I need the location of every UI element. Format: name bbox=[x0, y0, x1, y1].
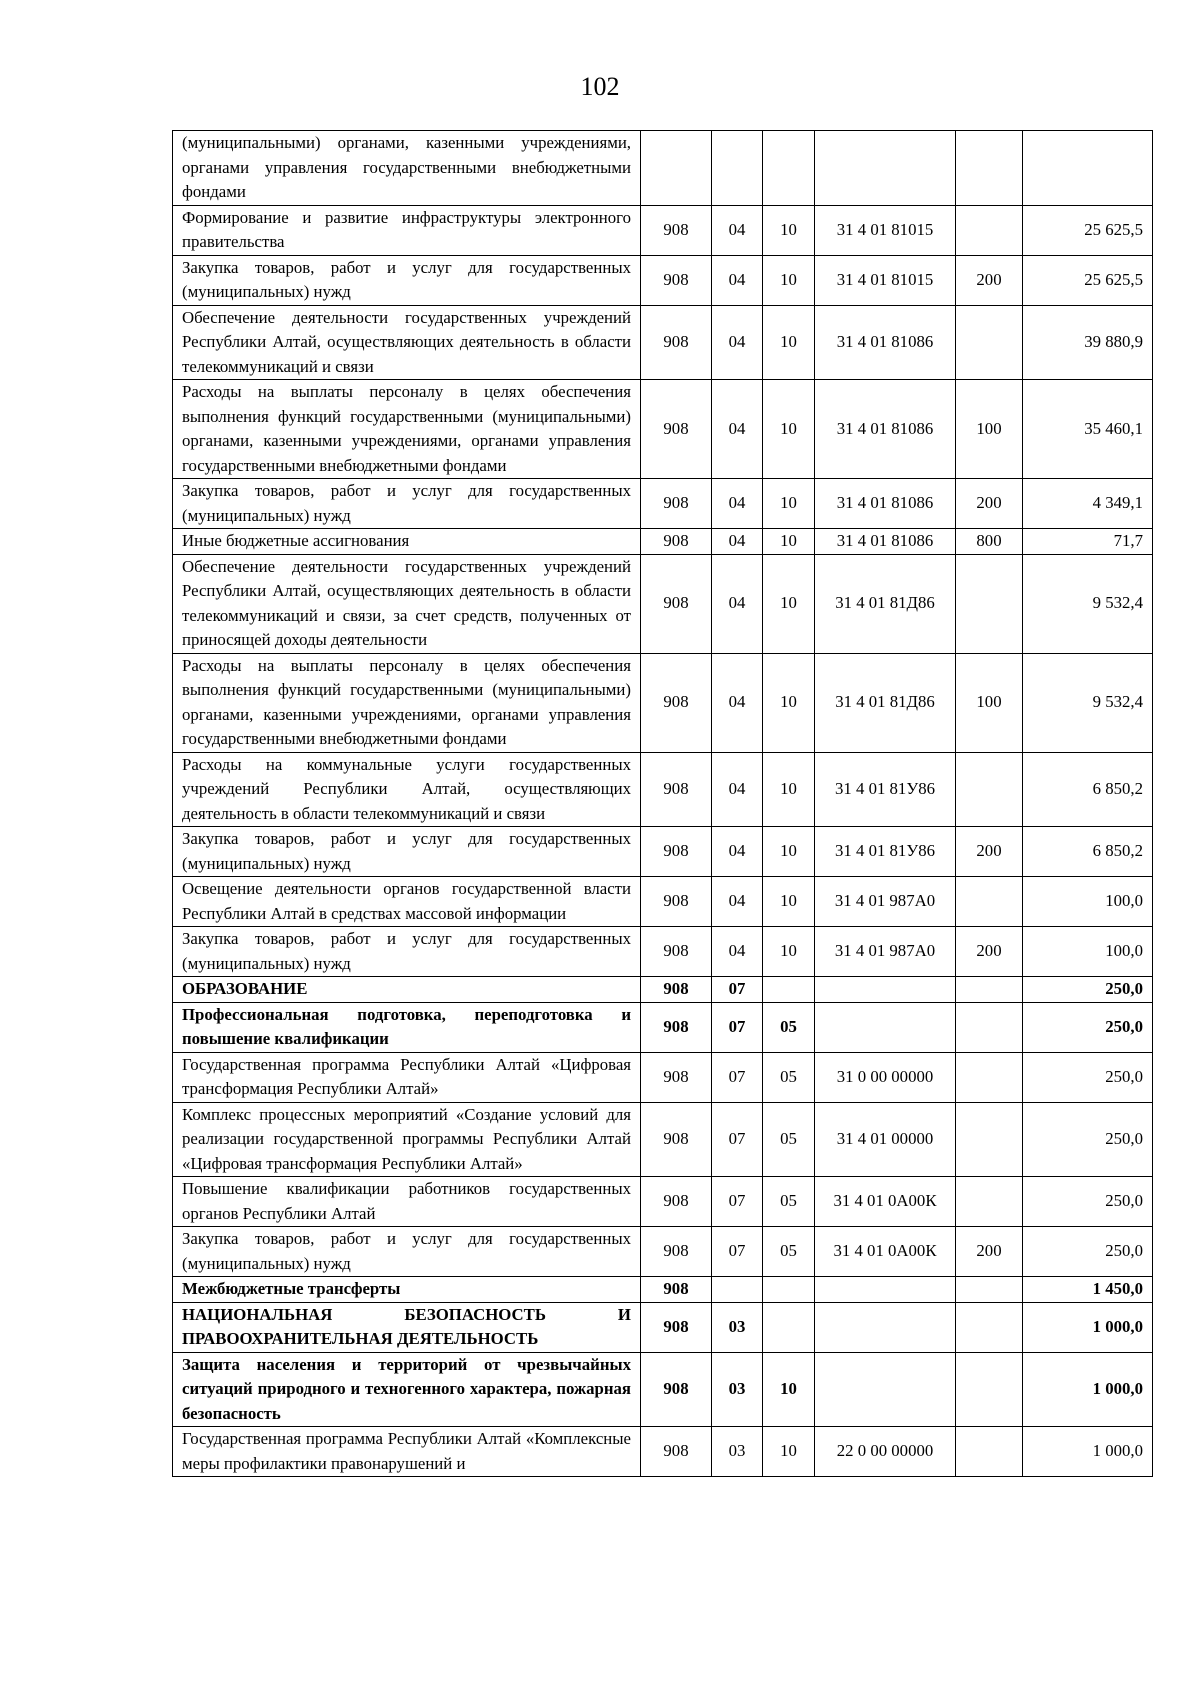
row-pr-cell: 10 bbox=[763, 255, 815, 305]
row-pr-cell bbox=[763, 977, 815, 1003]
row-pr-cell: 10 bbox=[763, 1352, 815, 1427]
row-sum-cell: 25 625,5 bbox=[1023, 205, 1153, 255]
row-sum-cell: 250,0 bbox=[1023, 1052, 1153, 1102]
row-sum-cell bbox=[1023, 131, 1153, 206]
row-csr-cell: 31 4 01 81015 bbox=[815, 255, 956, 305]
row-rz-cell: 03 bbox=[712, 1427, 763, 1477]
row-pr-cell: 10 bbox=[763, 1427, 815, 1477]
row-sum-cell: 25 625,5 bbox=[1023, 255, 1153, 305]
row-vr-cell: 200 bbox=[956, 255, 1023, 305]
row-sum-cell: 71,7 bbox=[1023, 529, 1153, 555]
table-row bbox=[173, 1277, 1153, 1303]
row-rz-cell: 04 bbox=[712, 752, 763, 827]
table-row bbox=[173, 1352, 1153, 1427]
row-csr-cell: 31 4 01 81086 bbox=[815, 479, 956, 529]
row-vr-cell: 800 bbox=[956, 529, 1023, 555]
row-sum-cell: 250,0 bbox=[1023, 1177, 1153, 1227]
row-pr-cell: 10 bbox=[763, 529, 815, 555]
row-vr-cell bbox=[956, 1277, 1023, 1303]
row-rz-cell: 04 bbox=[712, 255, 763, 305]
row-name-cell: (муниципальными) органами, казенными учреждениями, органами управления государственными внебюджетными фондами bbox=[173, 131, 641, 206]
row-gr-cell: 908 bbox=[641, 877, 712, 927]
row-gr-cell: 908 bbox=[641, 927, 712, 977]
row-sum-cell: 6 850,2 bbox=[1023, 752, 1153, 827]
row-pr-cell: 10 bbox=[763, 827, 815, 877]
row-sum-cell: 250,0 bbox=[1023, 1227, 1153, 1277]
row-csr-cell: 31 4 01 0А00К bbox=[815, 1227, 956, 1277]
row-csr-cell: 31 4 01 0А00К bbox=[815, 1177, 956, 1227]
table-row bbox=[173, 380, 1153, 479]
row-name-cell: НАЦИОНАЛЬНАЯ БЕЗОПАСНОСТЬ И ПРАВООХРАНИТЕЛЬНАЯ ДЕЯТЕЛЬНОСТЬ bbox=[173, 1302, 641, 1352]
budget-table-body bbox=[173, 131, 1153, 1477]
row-gr-cell: 908 bbox=[641, 305, 712, 380]
row-name-cell: Комплекс процессных мероприятий «Создание условий для реализации государственной программы Республики Алтай «Цифровая трансформация Республики Алтай» bbox=[173, 1102, 641, 1177]
row-rz-cell: 07 bbox=[712, 1227, 763, 1277]
row-gr-cell: 908 bbox=[641, 1177, 712, 1227]
table-row bbox=[173, 205, 1153, 255]
row-gr-cell: 908 bbox=[641, 977, 712, 1003]
row-pr-cell: 10 bbox=[763, 752, 815, 827]
budget-table bbox=[172, 130, 1153, 1477]
row-name-cell: Расходы на выплаты персоналу в целях обеспечения выполнения функций государственными (муниципальными) органами, казенными учреждениями, органами управления государственными внебюджетными фондами bbox=[173, 380, 641, 479]
row-rz-cell: 03 bbox=[712, 1302, 763, 1352]
row-pr-cell: 10 bbox=[763, 927, 815, 977]
row-gr-cell: 908 bbox=[641, 1427, 712, 1477]
row-csr-cell: 31 4 01 81086 bbox=[815, 380, 956, 479]
row-sum-cell: 9 532,4 bbox=[1023, 554, 1153, 653]
row-csr-cell bbox=[815, 1352, 956, 1427]
row-csr-cell: 31 4 01 987А0 bbox=[815, 877, 956, 927]
row-vr-cell: 200 bbox=[956, 927, 1023, 977]
row-sum-cell: 39 880,9 bbox=[1023, 305, 1153, 380]
row-sum-cell: 100,0 bbox=[1023, 877, 1153, 927]
table-row bbox=[173, 305, 1153, 380]
row-pr-cell: 10 bbox=[763, 305, 815, 380]
row-csr-cell: 31 4 01 81Д86 bbox=[815, 554, 956, 653]
row-csr-cell bbox=[815, 977, 956, 1003]
row-rz-cell: 04 bbox=[712, 305, 763, 380]
row-sum-cell: 1 000,0 bbox=[1023, 1302, 1153, 1352]
table-row bbox=[173, 554, 1153, 653]
row-gr-cell: 908 bbox=[641, 554, 712, 653]
row-name-cell: Государственная программа Республики Алтай «Цифровая трансформация Республики Алтай» bbox=[173, 1052, 641, 1102]
row-gr-cell: 908 bbox=[641, 1227, 712, 1277]
row-pr-cell: 05 bbox=[763, 1002, 815, 1052]
row-rz-cell: 04 bbox=[712, 529, 763, 555]
row-gr-cell: 908 bbox=[641, 1102, 712, 1177]
row-rz-cell bbox=[712, 131, 763, 206]
row-csr-cell: 31 4 01 81Д86 bbox=[815, 653, 956, 752]
row-gr-cell: 908 bbox=[641, 1302, 712, 1352]
row-name-cell: Расходы на коммунальные услуги государственных учреждений Республики Алтай, осуществляющих деятельность в области телекоммуникаций и связи bbox=[173, 752, 641, 827]
table-row bbox=[173, 529, 1153, 555]
row-sum-cell: 1 450,0 bbox=[1023, 1277, 1153, 1303]
row-name-cell: Государственная программа Республики Алтай «Комплексные меры профилактики правонарушений и bbox=[173, 1427, 641, 1477]
table-row bbox=[173, 1002, 1153, 1052]
row-rz-cell: 07 bbox=[712, 1177, 763, 1227]
row-sum-cell: 1 000,0 bbox=[1023, 1352, 1153, 1427]
row-vr-cell bbox=[956, 1302, 1023, 1352]
row-rz-cell: 04 bbox=[712, 479, 763, 529]
table-row bbox=[173, 927, 1153, 977]
row-gr-cell: 908 bbox=[641, 1002, 712, 1052]
row-vr-cell bbox=[956, 1102, 1023, 1177]
row-sum-cell: 35 460,1 bbox=[1023, 380, 1153, 479]
row-rz-cell: 04 bbox=[712, 380, 763, 479]
row-gr-cell: 908 bbox=[641, 827, 712, 877]
row-rz-cell: 03 bbox=[712, 1352, 763, 1427]
row-rz-cell: 07 bbox=[712, 977, 763, 1003]
table-row bbox=[173, 1227, 1153, 1277]
row-vr-cell: 100 bbox=[956, 380, 1023, 479]
row-csr-cell: 31 4 01 81У86 bbox=[815, 752, 956, 827]
row-sum-cell: 9 532,4 bbox=[1023, 653, 1153, 752]
row-gr-cell: 908 bbox=[641, 1277, 712, 1303]
row-csr-cell: 31 4 01 00000 bbox=[815, 1102, 956, 1177]
row-rz-cell: 04 bbox=[712, 827, 763, 877]
row-rz-cell: 04 bbox=[712, 877, 763, 927]
row-name-cell: ОБРАЗОВАНИЕ bbox=[173, 977, 641, 1003]
row-rz-cell: 04 bbox=[712, 205, 763, 255]
row-gr-cell bbox=[641, 131, 712, 206]
row-sum-cell: 250,0 bbox=[1023, 1002, 1153, 1052]
row-csr-cell: 31 4 01 81086 bbox=[815, 529, 956, 555]
row-csr-cell: 31 4 01 81У86 bbox=[815, 827, 956, 877]
row-rz-cell: 07 bbox=[712, 1102, 763, 1177]
row-vr-cell: 200 bbox=[956, 827, 1023, 877]
row-vr-cell bbox=[956, 554, 1023, 653]
row-name-cell: Иные бюджетные ассигнования bbox=[173, 529, 641, 555]
row-sum-cell: 6 850,2 bbox=[1023, 827, 1153, 877]
table-row bbox=[173, 131, 1153, 206]
row-name-cell: Формирование и развитие инфраструктуры электронного правительства bbox=[173, 205, 641, 255]
row-gr-cell: 908 bbox=[641, 479, 712, 529]
row-sum-cell: 1 000,0 bbox=[1023, 1427, 1153, 1477]
row-pr-cell: 05 bbox=[763, 1102, 815, 1177]
page-number: 102 bbox=[580, 72, 620, 101]
row-name-cell: Повышение квалификации работников государственных органов Республики Алтай bbox=[173, 1177, 641, 1227]
row-pr-cell bbox=[763, 1302, 815, 1352]
row-gr-cell: 908 bbox=[641, 529, 712, 555]
row-pr-cell: 10 bbox=[763, 877, 815, 927]
row-gr-cell: 908 bbox=[641, 653, 712, 752]
row-rz-cell: 07 bbox=[712, 1002, 763, 1052]
row-name-cell: Профессиональная подготовка, переподготовка и повышение квалификации bbox=[173, 1002, 641, 1052]
row-csr-cell: 31 4 01 987А0 bbox=[815, 927, 956, 977]
table-row bbox=[173, 877, 1153, 927]
row-rz-cell bbox=[712, 1277, 763, 1303]
row-csr-cell bbox=[815, 1302, 956, 1352]
row-pr-cell: 05 bbox=[763, 1052, 815, 1102]
row-pr-cell: 05 bbox=[763, 1227, 815, 1277]
row-pr-cell: 05 bbox=[763, 1177, 815, 1227]
row-name-cell: Обеспечение деятельности государственных учреждений Республики Алтай, осуществляющих деятельность в области телекоммуникаций и связи bbox=[173, 305, 641, 380]
table-row bbox=[173, 1052, 1153, 1102]
row-csr-cell: 31 0 00 00000 bbox=[815, 1052, 956, 1102]
row-vr-cell bbox=[956, 131, 1023, 206]
table-row bbox=[173, 653, 1153, 752]
row-vr-cell: 200 bbox=[956, 479, 1023, 529]
table-row bbox=[173, 1102, 1153, 1177]
row-pr-cell: 10 bbox=[763, 653, 815, 752]
row-vr-cell bbox=[956, 1427, 1023, 1477]
row-rz-cell: 04 bbox=[712, 554, 763, 653]
row-gr-cell: 908 bbox=[641, 1052, 712, 1102]
row-vr-cell bbox=[956, 305, 1023, 380]
row-csr-cell: 31 4 01 81015 bbox=[815, 205, 956, 255]
row-pr-cell bbox=[763, 131, 815, 206]
row-name-cell: Закупка товаров, работ и услуг для государственных (муниципальных) нужд bbox=[173, 927, 641, 977]
row-csr-cell bbox=[815, 1277, 956, 1303]
row-vr-cell bbox=[956, 1002, 1023, 1052]
row-sum-cell: 4 349,1 bbox=[1023, 479, 1153, 529]
row-vr-cell bbox=[956, 1177, 1023, 1227]
row-pr-cell: 10 bbox=[763, 205, 815, 255]
row-rz-cell: 04 bbox=[712, 927, 763, 977]
table-row bbox=[173, 752, 1153, 827]
row-sum-cell: 250,0 bbox=[1023, 1102, 1153, 1177]
row-pr-cell bbox=[763, 1277, 815, 1303]
row-vr-cell bbox=[956, 877, 1023, 927]
row-pr-cell: 10 bbox=[763, 554, 815, 653]
row-name-cell: Закупка товаров, работ и услуг для государственных (муниципальных) нужд bbox=[173, 1227, 641, 1277]
table-row bbox=[173, 827, 1153, 877]
row-name-cell: Обеспечение деятельности государственных учреждений Республики Алтай, осуществляющих деятельность в области телекоммуникаций и связи, за счет средств, полученных от приносящей доходы деятельности bbox=[173, 554, 641, 653]
row-vr-cell bbox=[956, 752, 1023, 827]
row-name-cell: Расходы на выплаты персоналу в целях обеспечения выполнения функций государственными (муниципальными) органами, казенными учреждениями, органами управления государственными внебюджетными фондами bbox=[173, 653, 641, 752]
row-pr-cell: 10 bbox=[763, 479, 815, 529]
row-csr-cell bbox=[815, 1002, 956, 1052]
row-pr-cell: 10 bbox=[763, 380, 815, 479]
row-gr-cell: 908 bbox=[641, 752, 712, 827]
row-gr-cell: 908 bbox=[641, 380, 712, 479]
row-gr-cell: 908 bbox=[641, 1352, 712, 1427]
row-vr-cell bbox=[956, 205, 1023, 255]
row-rz-cell: 07 bbox=[712, 1052, 763, 1102]
row-vr-cell bbox=[956, 1052, 1023, 1102]
row-vr-cell bbox=[956, 977, 1023, 1003]
row-csr-cell: 22 0 00 00000 bbox=[815, 1427, 956, 1477]
row-sum-cell: 250,0 bbox=[1023, 977, 1153, 1003]
row-name-cell: Защита населения и территорий от чрезвычайных ситуаций природного и техногенного характера, пожарная безопасность bbox=[173, 1352, 641, 1427]
row-gr-cell: 908 bbox=[641, 255, 712, 305]
row-name-cell: Закупка товаров, работ и услуг для государственных (муниципальных) нужд bbox=[173, 827, 641, 877]
row-name-cell: Закупка товаров, работ и услуг для государственных (муниципальных) нужд bbox=[173, 255, 641, 305]
table-row bbox=[173, 1177, 1153, 1227]
row-name-cell: Межбюджетные трансферты bbox=[173, 1277, 641, 1303]
row-sum-cell: 100,0 bbox=[1023, 927, 1153, 977]
table-row bbox=[173, 1302, 1153, 1352]
row-csr-cell bbox=[815, 131, 956, 206]
row-gr-cell: 908 bbox=[641, 205, 712, 255]
row-vr-cell bbox=[956, 1352, 1023, 1427]
table-row bbox=[173, 479, 1153, 529]
row-name-cell: Закупка товаров, работ и услуг для государственных (муниципальных) нужд bbox=[173, 479, 641, 529]
row-name-cell: Освещение деятельности органов государственной власти Республики Алтай в средствах массовой информации bbox=[173, 877, 641, 927]
table-row bbox=[173, 1427, 1153, 1477]
table-row bbox=[173, 977, 1153, 1003]
row-rz-cell: 04 bbox=[712, 653, 763, 752]
row-vr-cell: 200 bbox=[956, 1227, 1023, 1277]
row-vr-cell: 100 bbox=[956, 653, 1023, 752]
row-csr-cell: 31 4 01 81086 bbox=[815, 305, 956, 380]
table-row bbox=[173, 255, 1153, 305]
